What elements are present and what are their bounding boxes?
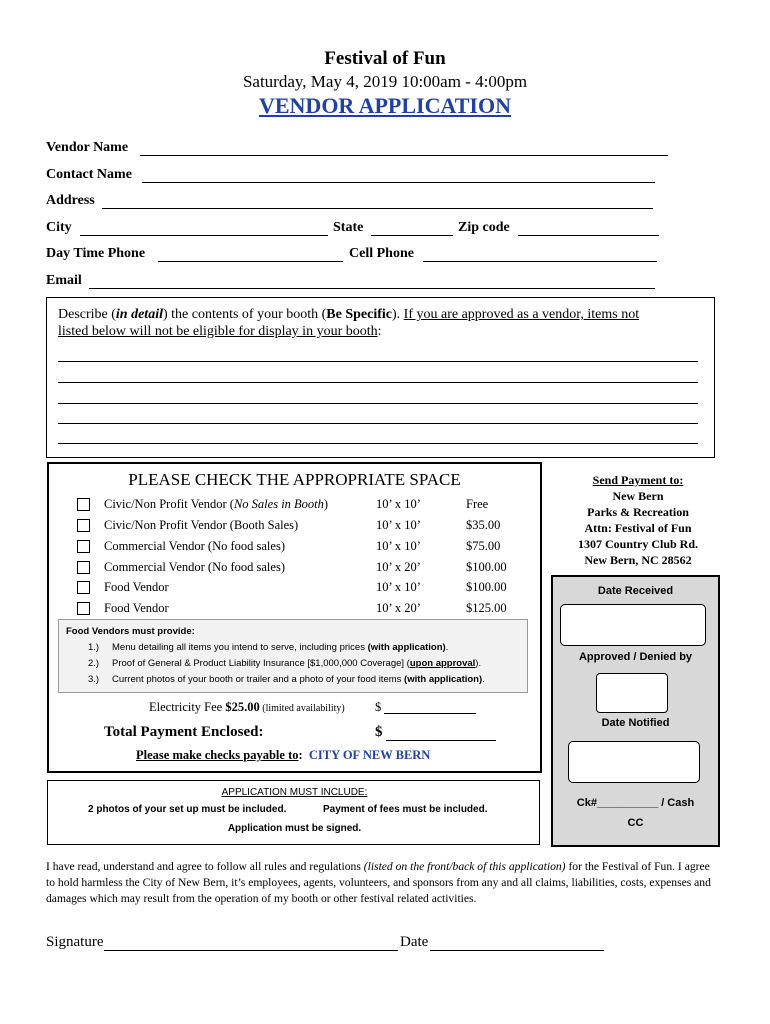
cell-phone-field[interactable]: [423, 261, 657, 262]
vendor-type-title: PLEASE CHECK THE APPROPRIATE SPACE: [128, 470, 461, 489]
description-line[interactable]: [58, 382, 698, 383]
event-title: Festival of Fun: [324, 48, 446, 69]
must-include-photos: 2 photos of your set up must be included.: [88, 804, 287, 815]
must-include-signature: Application must be signed.: [227, 823, 362, 834]
day-phone-field[interactable]: [158, 261, 343, 262]
booth-price: Free: [466, 497, 489, 511]
date-received-label: Date Received: [597, 585, 674, 597]
approved-by-field[interactable]: [596, 673, 668, 713]
event-date: Saturday, May 4, 2019 10:00am - 4:00pm: [242, 72, 528, 91]
electricity-dollar: $: [375, 700, 382, 714]
food-requirement-number: 2.): [88, 658, 100, 669]
address-label: Address: [46, 193, 95, 208]
contact-name-label: Contact Name: [46, 167, 132, 182]
booth-size: 10’ x 10’: [376, 539, 421, 553]
booth-size: 10’ x 10’: [376, 518, 421, 532]
signature-date-label: Date: [400, 934, 429, 950]
city-label: City: [46, 220, 72, 235]
send-payment-label: Send Payment to:: [592, 473, 684, 487]
electricity-fee-label: Electricity Fee $25.00 (limited availability): [149, 700, 345, 714]
checks-payable: Please make checks payable to: CITY OF NEW BERN: [136, 748, 431, 762]
description-line[interactable]: [58, 403, 698, 404]
vendor-type-name: Food Vendor: [104, 580, 169, 594]
booth-price: $75.00: [466, 539, 501, 553]
city-field[interactable]: [80, 235, 328, 236]
vendor-name-field[interactable]: [140, 155, 668, 156]
booth-size: 10’ x 20’: [376, 601, 421, 615]
address-field[interactable]: [102, 208, 653, 209]
vendor-type-checkbox[interactable]: [77, 540, 90, 553]
booth-price: $100.00: [466, 580, 507, 594]
state-field[interactable]: [371, 235, 453, 236]
food-requirement-number: 3.): [88, 674, 100, 685]
signature-field[interactable]: [104, 950, 398, 951]
booth-size: 10’ x 10’: [376, 497, 421, 511]
description-line[interactable]: [58, 423, 698, 424]
food-requirement: Proof of General & Product Liability Insurance [$1,000,000 Coverage] (upon approval).: [112, 658, 482, 669]
vendor-type-name: Food Vendor: [104, 601, 169, 615]
booth-size: 10’ x 10’: [376, 580, 421, 594]
send-payment-address: Send Payment to: New Bern Parks & Recreation Attn: Festival of Fun 1307 Country Club Rd. New Bern, NC 28562: [577, 473, 699, 567]
food-vendor-title: Food Vendors must provide:: [66, 626, 195, 637]
must-include-payment: Payment of fees must be included.: [323, 804, 488, 815]
date-received-field[interactable]: [560, 604, 706, 646]
total-payment-field[interactable]: [386, 740, 496, 741]
zip-field[interactable]: [518, 235, 659, 236]
signature-label: Signature: [46, 934, 104, 950]
vendor-name-label: Vendor Name: [46, 140, 129, 155]
description-line[interactable]: [58, 361, 698, 362]
application-must-include-title: APPLICATION MUST INCLUDE:: [221, 787, 368, 798]
food-requirement: Menu detailing all items you intend to serve, including prices (with application).: [112, 642, 449, 653]
date-notified-label: Date Notified: [601, 717, 670, 729]
total-dollar: $: [375, 724, 383, 740]
check-cash-label: Ck#__________ / Cash: [576, 797, 695, 809]
contact-name-field[interactable]: [142, 182, 655, 183]
vendor-type-checkbox[interactable]: [77, 602, 90, 615]
booth-price: $35.00: [466, 518, 501, 532]
email-label: Email: [46, 273, 82, 288]
signature-date-field[interactable]: [430, 950, 604, 951]
cell-phone-label: Cell Phone: [349, 246, 414, 261]
state-label: State: [333, 220, 364, 235]
food-requirement-number: 1.): [88, 642, 100, 653]
vendor-type-checkbox[interactable]: [77, 498, 90, 511]
booth-description-instructions: Describe (in detail) the contents of your booth (Be Specific). If you are approved as a vendor, items not listed below will not be eligible for display in your booth:: [58, 307, 640, 339]
vendor-type-checkbox[interactable]: [77, 561, 90, 574]
food-requirement: Current photos of your booth or trailer and a photo of your food items (with application).: [112, 674, 485, 685]
approved-by-label: Approved / Denied by: [578, 651, 693, 663]
email-field[interactable]: [89, 288, 655, 289]
vendor-type-name: Civic/Non Profit Vendor (No Sales in Booth): [104, 497, 329, 511]
booth-size: 10’ x 20’: [376, 560, 421, 574]
credit-card-label: CC: [627, 817, 644, 829]
electricity-fee-field[interactable]: [384, 713, 476, 714]
day-phone-label: Day Time Phone: [46, 246, 146, 261]
total-payment-label: Total Payment Enclosed:: [104, 724, 264, 740]
vendor-type-name: Civic/Non Profit Vendor (Booth Sales): [104, 518, 299, 532]
description-line[interactable]: [58, 443, 698, 444]
vendor-type-name: Commercial Vendor (No food sales): [104, 539, 285, 553]
booth-price: $100.00: [466, 560, 507, 574]
agreement-text: I have read, understand and agree to follow all rules and regulations (listed on the front/back of this application) for the Festival of Fun. I agree to hold harmless the City of New Bern, it’s employees, agents, volunteers, and sponsors from any and all claims, liabilities, costs, expenses and damages which may result from the operation of my booth or other festival related activities.: [46, 860, 711, 905]
booth-price: $125.00: [466, 601, 507, 615]
date-notified-field[interactable]: [568, 741, 700, 783]
zip-label: Zip code: [458, 220, 510, 235]
vendor-type-checkbox[interactable]: [77, 581, 90, 594]
vendor-type-checkbox[interactable]: [77, 519, 90, 532]
vendor-type-name: Commercial Vendor (No food sales): [104, 560, 285, 574]
page-title: VENDOR APPLICATION: [258, 93, 511, 118]
